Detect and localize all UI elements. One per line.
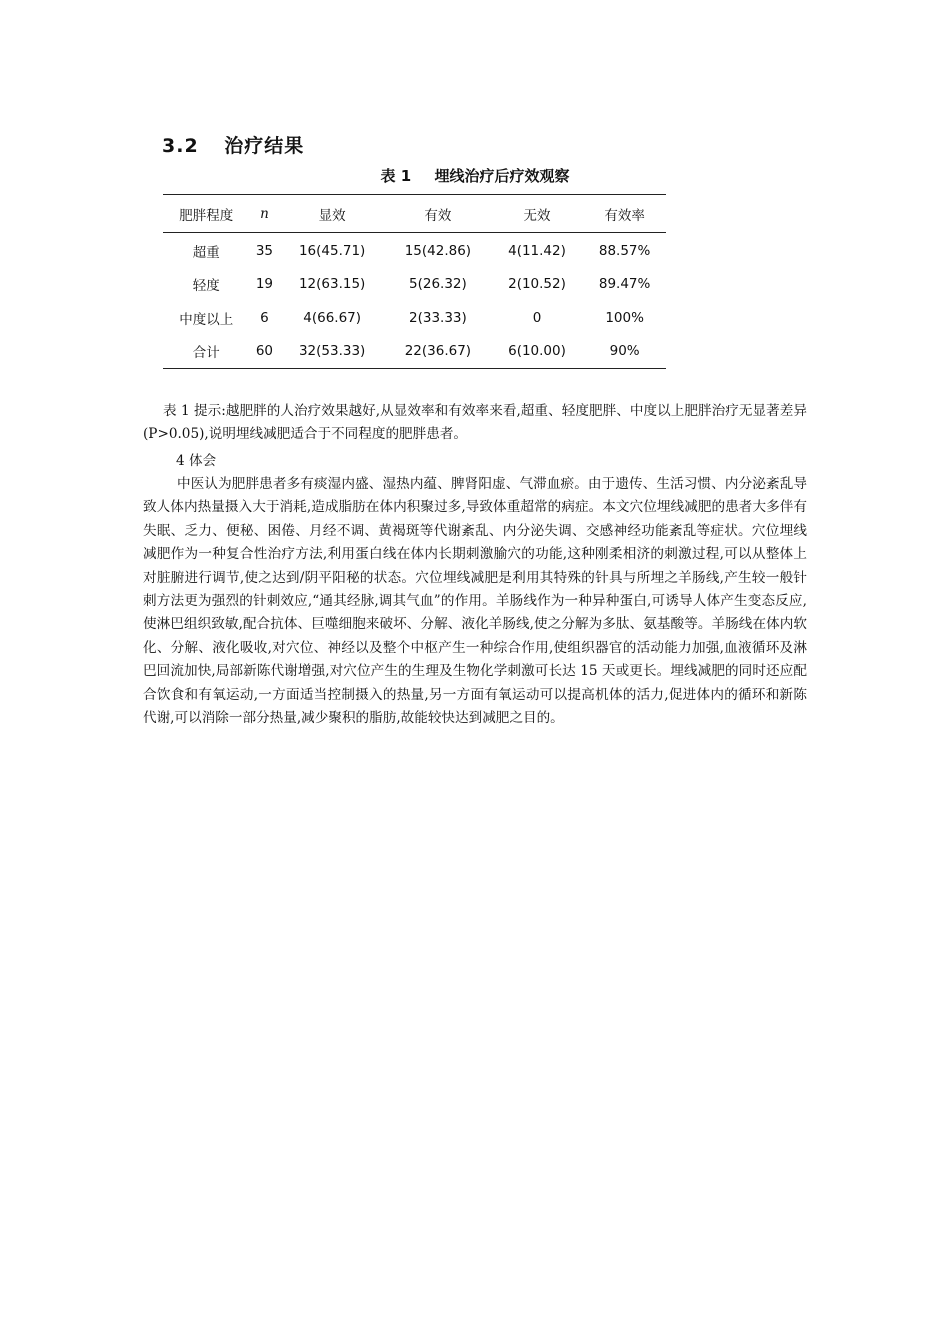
header-n: n	[260, 205, 269, 222]
subsection-heading: 4 体会	[176, 453, 217, 469]
table-cell: 32(53.33)	[298, 343, 366, 360]
table-cell: 89.47%	[598, 275, 651, 292]
table-cell: 6	[260, 309, 269, 326]
table-cell: 2(33.33)	[409, 309, 467, 326]
header-ineffective: 无效	[523, 207, 551, 224]
header-obesity-degree: 肥胖程度	[179, 207, 234, 224]
section-heading	[162, 131, 304, 158]
table-cell: 轻度	[192, 277, 220, 294]
table-caption-title: 埋线治疗后疗效观察	[434, 167, 570, 185]
table-row	[163, 301, 666, 335]
table-cell: 中度以上	[179, 311, 234, 328]
table-cell: 4(11.42)	[508, 243, 566, 260]
discussion-paragraph: 中医认为肥胖患者多有痰湿内盛、湿热内蕴、脾肾阳虚、气滞血瘀。由于遗传、生活习惯、内分泌紊乱导致人体内热量摄入大于消耗,造成脂肪在体内积聚过多,导致体重超常的病症。本文穴位埋线减肥的患者大多伴有失眠、乏力、便秘、困倦、月经不调、黄褐斑等代谢紊乱、内分泌失调、交感神经功能紊乱等症状。穴位埋线减肥作为一种复合性治疗方法,利用蛋白线在体内长期刺激腧穴的功能,这种刚柔相济的刺激过程,可以从整体上对脏腑进行调节,使之达到/阴平阳秘的状态。穴位埋线减肥是利用其特殊的针具与所埋之羊肠线,产生较一般针刺方法更为强烈的针刺效应,“通其经脉,调其气血”的作用。羊肠线作为一种异种蛋白,可诱导人体产生变态反应,使淋巴组织致敏,配合抗体、巨噬细胞来破坏、分解、液化羊肠线,使之分解为多肽、氨基酸等。羊肠线在体内软化、分解、液化吸收,对穴位、神经以及整个中枢产生一种综合作用,使组织器官的活动能力加强,血液循环及淋巴回流加快,局部新陈代谢增强,对穴位产生的生理及生物化学刺激可长达 15 天或更长。埋线减肥的同时还应配合饮食和有氧运动,一方面适当控制摄入的热量,另一方面有氧运动可以提高机体的活力,促进体内的循环和新陈代谢,可以消除一部分热量,减少聚积的脂肪,故能较快达到减肥之目的。	[143, 476, 807, 727]
table-cell: 2(10.52)	[508, 275, 566, 292]
table-cell: 12(63.15)	[298, 275, 366, 292]
table-cell: 90%	[609, 343, 640, 360]
table-caption-number: 表 1	[380, 167, 412, 185]
table-cell: 19	[255, 275, 274, 292]
table-cell: 88.57%	[598, 243, 651, 260]
table-cell: 35	[255, 243, 274, 260]
table-caption	[0, 165, 950, 186]
table-row-total	[163, 335, 666, 369]
table-cell: 6(10.00)	[508, 343, 566, 360]
header-marked-effect: 显效	[318, 207, 346, 224]
table-note-paragraph: 表 1 提示:越肥胖的人治疗效果越好,从显效率和有效率来看,超重、轻度肥胖、中度以上肥胖治疗无显著差异(P>0.05),说明埋线减肥适合于不同程度的肥胖患者。	[143, 403, 807, 443]
results-table	[163, 194, 666, 369]
table-cell: 16(45.71)	[298, 243, 366, 260]
table-cell: 22(36.67)	[404, 343, 472, 360]
table-row	[163, 233, 666, 267]
section-number: 3.2	[162, 135, 199, 157]
table-cell: 60	[255, 343, 274, 360]
table-row	[163, 267, 666, 301]
table-cell: 0	[532, 309, 542, 326]
section-title: 治疗结果	[224, 135, 305, 157]
table-cell: 5(26.32)	[409, 275, 467, 292]
table-cell: 4(66.67)	[303, 309, 362, 326]
header-efficacy-rate: 有效率	[604, 207, 645, 224]
header-effective: 有效	[424, 207, 452, 224]
table-cell: 15(42.86)	[404, 243, 472, 260]
table-cell: 超重	[192, 245, 220, 262]
table-cell: 合计	[192, 345, 220, 362]
table-cell: 100%	[605, 309, 644, 326]
table-header-row	[163, 195, 666, 233]
